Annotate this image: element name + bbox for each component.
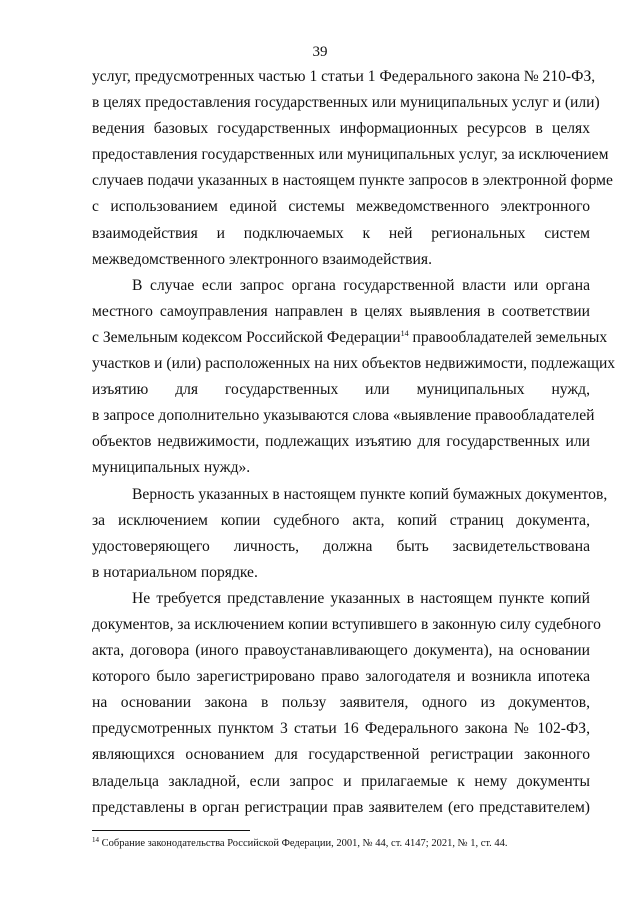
text-line: предоставления государственных или муниципальных услуг, за исключением bbox=[92, 146, 609, 164]
text-line: услуг, предусмотренных частью 1 статьи 1 Федерального закона № 210-ФЗ, bbox=[92, 68, 596, 85]
text-line: документов, за исключением копии вступившего в законную силу судебного bbox=[92, 615, 601, 633]
text-line: являющихся основанием для государственной регистрации законного bbox=[92, 746, 590, 764]
text-line: Верность указанных в настоящем пункте копий бумажных документов, bbox=[132, 485, 608, 503]
text-line: участков и (или) расположенных на них объектов недвижимости, подлежащих bbox=[92, 355, 616, 373]
text-line: акта, договора (иного правоустанавливающего документа), на основании bbox=[92, 642, 590, 660]
text-line: на основании закона в пользу заявителя, одного из документов, bbox=[92, 694, 590, 712]
text-line: представлены в орган регистрации прав заявителем (его представителем) bbox=[92, 798, 590, 816]
text-line: в нотариальном порядке. bbox=[92, 563, 258, 581]
footnote bbox=[92, 837, 612, 851]
text-line: владельца закладной, если запрос и прилагаемые к нему документы bbox=[92, 772, 590, 790]
footnote-divider bbox=[92, 830, 250, 831]
paragraph-2 bbox=[92, 273, 616, 482]
document-body bbox=[92, 64, 616, 821]
text-fragment: с Земельным кодексом Российской Федерации bbox=[92, 328, 401, 346]
text-line: за исключением копии судебного акта, копий страниц документа, bbox=[92, 511, 590, 529]
text-line: случаев подачи указанных в настоящем пункте запросов в электронной форме bbox=[92, 172, 613, 190]
footnote-text: Собрание законодательства Российской Федерации, 2001, № 44, ст. 4147; 2021, № 1, ст. 44. bbox=[99, 838, 508, 849]
text-line: изъятию для государственных или муниципальных нужд, bbox=[92, 381, 590, 399]
text-fragment: правообладателей земельных bbox=[408, 328, 608, 346]
footnote-marker: 14 bbox=[92, 836, 99, 844]
text-line: ведения базовых государственных информационных ресурсов в целях bbox=[92, 120, 590, 138]
text-line: в целях предоставления государственных или муниципальных услуг и (или) bbox=[92, 94, 600, 112]
page-number: 39 bbox=[312, 44, 328, 60]
text-line: с использованием единой системы межведомственного электронного bbox=[92, 198, 590, 216]
text-line: удостоверяющего личность, должна быть засвидетельствована bbox=[92, 537, 590, 555]
text-line: В случае если запрос органа государственной власти или органа bbox=[132, 276, 590, 294]
text-line: взаимодействия и подключаемых к ней региональных систем bbox=[92, 224, 590, 242]
text-line: местного самоуправления направлен в целях выявления в соответствии bbox=[92, 302, 590, 320]
text-line-with-footnote bbox=[92, 325, 608, 351]
text-line: в запросе дополнительно указываются слова «выявление правообладателей bbox=[92, 407, 595, 425]
text-line: предусмотренных пунктом 3 статьи 16 Федерального закона № 102-ФЗ, bbox=[92, 720, 590, 738]
paragraph-3 bbox=[92, 482, 608, 586]
text-line: муниципальных нужд». bbox=[92, 459, 251, 477]
text-line: межведомственного электронного взаимодействия. bbox=[92, 250, 432, 268]
paragraph-1 bbox=[92, 64, 613, 273]
text-line: объектов недвижимости, подлежащих изъятию для государственных или bbox=[92, 433, 590, 451]
text-line: которого было зарегистрировано право залогодателя и возникла ипотека bbox=[92, 668, 590, 686]
paragraph-4 bbox=[92, 586, 601, 821]
text-line: Не требуется представление указанных в настоящем пункте копий bbox=[132, 589, 590, 607]
footnote-reference[interactable]: 14 bbox=[400, 328, 409, 338]
